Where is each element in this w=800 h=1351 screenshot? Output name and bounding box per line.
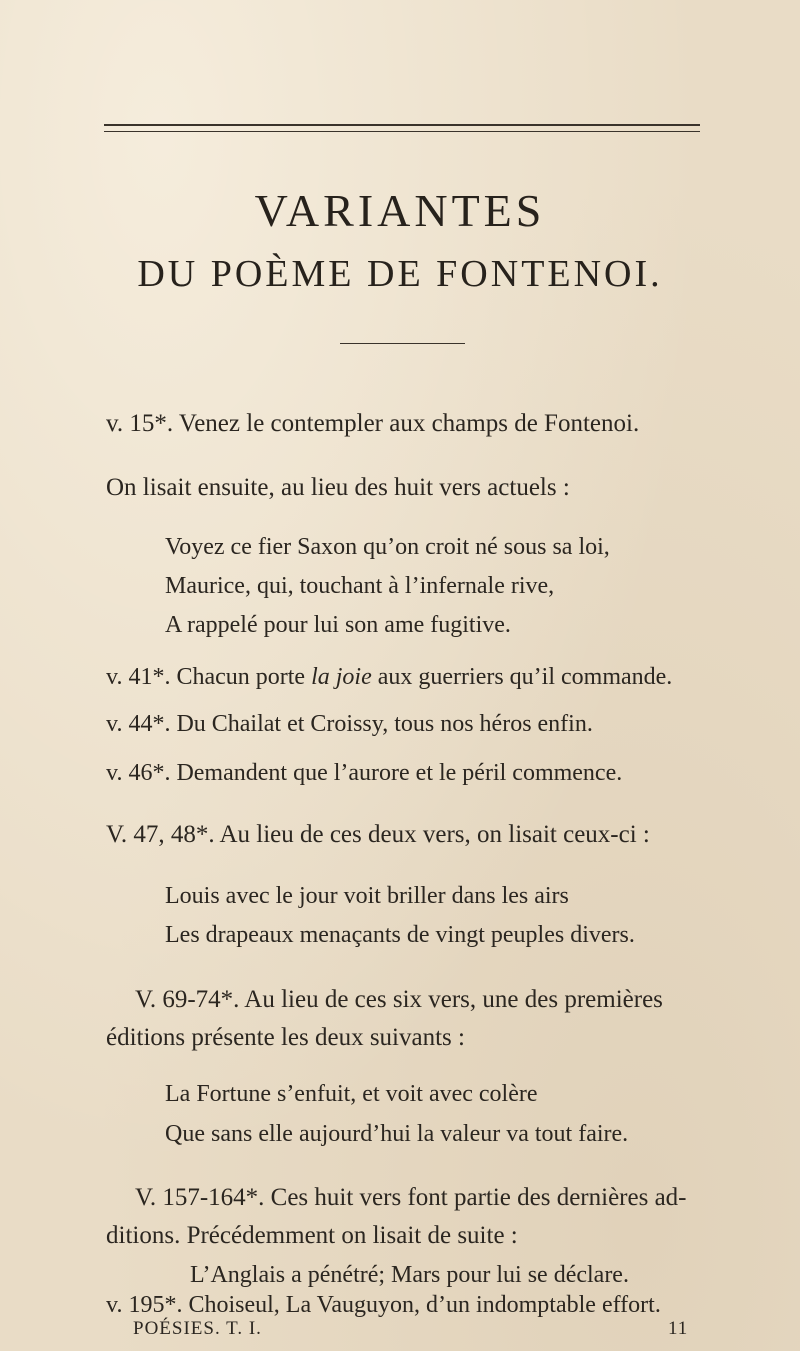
variant-v41 bbox=[106, 664, 672, 691]
top-rule-thin bbox=[104, 131, 700, 132]
page-subtitle: DU POÈME DE FONTENOI. bbox=[137, 253, 663, 295]
page-title: VARIANTES bbox=[254, 185, 546, 236]
quote-verse-5: Les drapeaux menaçants de vingt peuples divers. bbox=[165, 922, 635, 948]
variant-v41-prefix: v. 41*. Chacun porte bbox=[106, 664, 312, 690]
quote-verse-8: L’Anglais a pénétré; Mars pour lui se déclare. bbox=[190, 1262, 629, 1288]
variant-v47-48: V. 47, 48*. Au lieu de ces deux vers, on lisait ceux-ci : bbox=[106, 821, 650, 848]
quote-verse-2: Maurice, qui, touchant à l’infernale rive, bbox=[165, 573, 555, 599]
quote-verse-4: Louis avec le jour voit briller dans les airs bbox=[165, 883, 569, 909]
variant-v44: v. 44*. Du Chailat et Croissy, tous nos héros enfin. bbox=[106, 711, 593, 737]
quote-verse-3: A rappelé pour lui son ame fugitive. bbox=[165, 612, 511, 638]
intro-eight-verses: On lisait ensuite, au lieu des huit vers actuels : bbox=[106, 474, 570, 501]
variant-v157-164-line2: ditions. Précédemment on lisait de suite : bbox=[106, 1222, 518, 1249]
quote-verse-1: Voyez ce fier Saxon qu’on croit né sous sa loi, bbox=[165, 534, 610, 560]
variant-v195: v. 195*. Choiseul, La Vauguyon, d’un indomptable effort. bbox=[106, 1292, 661, 1318]
variant-v41-italic: la joie bbox=[311, 664, 372, 690]
quote-verse-6: La Fortune s’enfuit, et voit avec colère bbox=[165, 1081, 538, 1107]
variant-v69-74-line2: éditions présente les deux suivants : bbox=[106, 1024, 465, 1051]
footer-sheet-number: 11 bbox=[668, 1318, 689, 1339]
variant-v41-suffix: aux guerriers qu’il commande. bbox=[371, 664, 673, 690]
variant-v69-74-line1: V. 69-74*. Au lieu de ces six vers, une des premières bbox=[135, 986, 663, 1013]
variant-v46: v. 46*. Demandent que l’aurore et le péril commence. bbox=[106, 760, 623, 786]
top-rule-thick bbox=[104, 124, 700, 126]
variant-v15: v. 15*. Venez le contempler aux champs de Fontenoi. bbox=[106, 410, 640, 437]
variant-v157-164-line1: V. 157-164*. Ces huit vers font partie des dernières ad- bbox=[135, 1184, 687, 1211]
quote-verse-7: Que sans elle aujourd’hui la valeur va tout faire. bbox=[165, 1121, 629, 1147]
footer-signature: POÉSIES. T. I. bbox=[133, 1318, 262, 1339]
section-rule bbox=[340, 343, 465, 344]
